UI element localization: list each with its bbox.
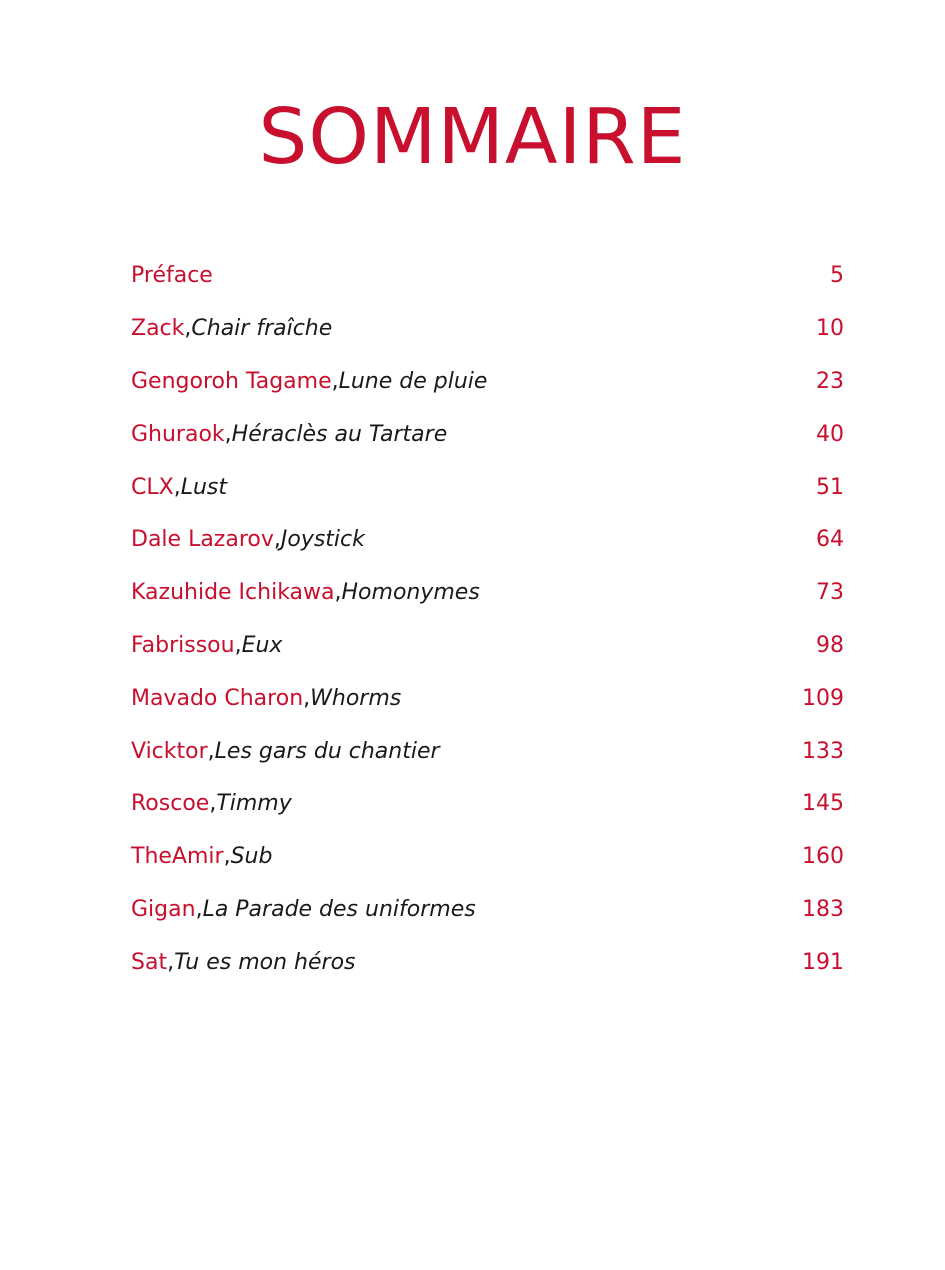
toc-page-number: 5 (830, 263, 844, 289)
toc-entry (131, 884, 844, 937)
toc-entry-label (131, 261, 213, 291)
toc-page-number: 133 (802, 738, 844, 764)
toc-page-number: 183 (802, 896, 844, 922)
toc-entry (131, 936, 844, 989)
toc-entry-label (131, 525, 365, 555)
toc-author: Gigan (131, 896, 196, 922)
toc-page-number: 98 (816, 632, 844, 658)
toc-separator: , (195, 896, 203, 922)
toc-separator: , (331, 368, 339, 394)
toc-page-number: 160 (802, 844, 844, 870)
toc-author: Fabrissou (131, 632, 235, 658)
toc-page-number: 23 (816, 368, 844, 394)
toc-entry (131, 620, 844, 673)
table-of-contents (131, 250, 844, 989)
toc-entry (131, 514, 844, 567)
toc-page-number: 73 (816, 580, 844, 606)
toc-work-title: Héraclès au Tartare (231, 421, 448, 447)
toc-page-number: 64 (816, 527, 844, 553)
toc-separator: , (184, 316, 192, 342)
toc-entry (131, 461, 844, 514)
toc-author: Mavado Charon (131, 685, 304, 711)
toc-entry-label (131, 895, 476, 925)
toc-entry-label (131, 473, 227, 503)
toc-entry (131, 250, 844, 303)
toc-work-title: Joystick (280, 527, 365, 553)
toc-page-number: 145 (802, 791, 844, 817)
toc-separator: , (303, 685, 311, 711)
toc-entry-label (131, 948, 356, 978)
toc-page-number: 51 (816, 474, 844, 500)
toc-entry (131, 303, 844, 356)
toc-author: Roscoe (131, 791, 210, 817)
toc-entry-label (131, 631, 282, 661)
toc-entry (131, 356, 844, 409)
toc-work-title: Lune de pluie (338, 368, 488, 394)
toc-page-number: 10 (816, 316, 844, 342)
toc-entry-label (131, 314, 332, 344)
toc-separator: , (207, 738, 215, 764)
toc-entry (131, 725, 844, 778)
toc-entry (131, 672, 844, 725)
toc-author: Dale Lazarov (131, 527, 274, 553)
toc-separator: , (234, 632, 242, 658)
toc-work-title: Eux (241, 632, 283, 658)
toc-work-title: Sub (230, 844, 273, 870)
toc-entry-label (131, 842, 272, 872)
toc-work-title: Tu es mon héros (174, 949, 356, 975)
toc-separator: , (224, 421, 232, 447)
toc-entry-label (131, 578, 480, 608)
toc-entry-label (131, 420, 447, 450)
toc-author: Préface (131, 263, 213, 289)
toc-entry (131, 778, 844, 831)
toc-entry (131, 408, 844, 461)
toc-author: Gengoroh Tagame (131, 368, 332, 394)
toc-page-number: 40 (816, 421, 844, 447)
toc-work-title: Whorms (310, 685, 402, 711)
toc-work-title: Chair fraîche (191, 316, 333, 342)
page-title: SOMMAIRE (258, 93, 687, 182)
toc-author: Kazuhide Ichikawa (131, 580, 335, 606)
toc-work-title: Homonymes (341, 580, 480, 606)
toc-author: Zack (131, 316, 185, 342)
toc-separator: , (167, 949, 175, 975)
toc-entry-label (131, 684, 401, 714)
toc-page-number: 191 (802, 949, 844, 975)
toc-author: Vicktor (131, 738, 208, 764)
toc-entry-label (131, 737, 440, 767)
toc-entry (131, 831, 844, 884)
toc-separator: , (273, 527, 281, 553)
toc-separator: , (223, 844, 231, 870)
toc-separator: , (334, 580, 342, 606)
toc-work-title: Lust (180, 474, 227, 500)
toc-work-title: Les gars du chantier (214, 738, 440, 764)
toc-author: TheAmir (131, 844, 224, 870)
toc-separator: , (209, 791, 217, 817)
toc-author: Sat (131, 949, 168, 975)
toc-entry-label (131, 789, 292, 819)
toc-page-number: 109 (802, 685, 844, 711)
toc-author: Ghuraok (131, 421, 225, 447)
toc-work-title: La Parade des uniformes (202, 896, 476, 922)
toc-author: CLX (131, 474, 174, 500)
toc-work-title: Timmy (216, 791, 292, 817)
toc-separator: , (173, 474, 181, 500)
toc-entry (131, 567, 844, 620)
toc-entry-label (131, 367, 487, 397)
